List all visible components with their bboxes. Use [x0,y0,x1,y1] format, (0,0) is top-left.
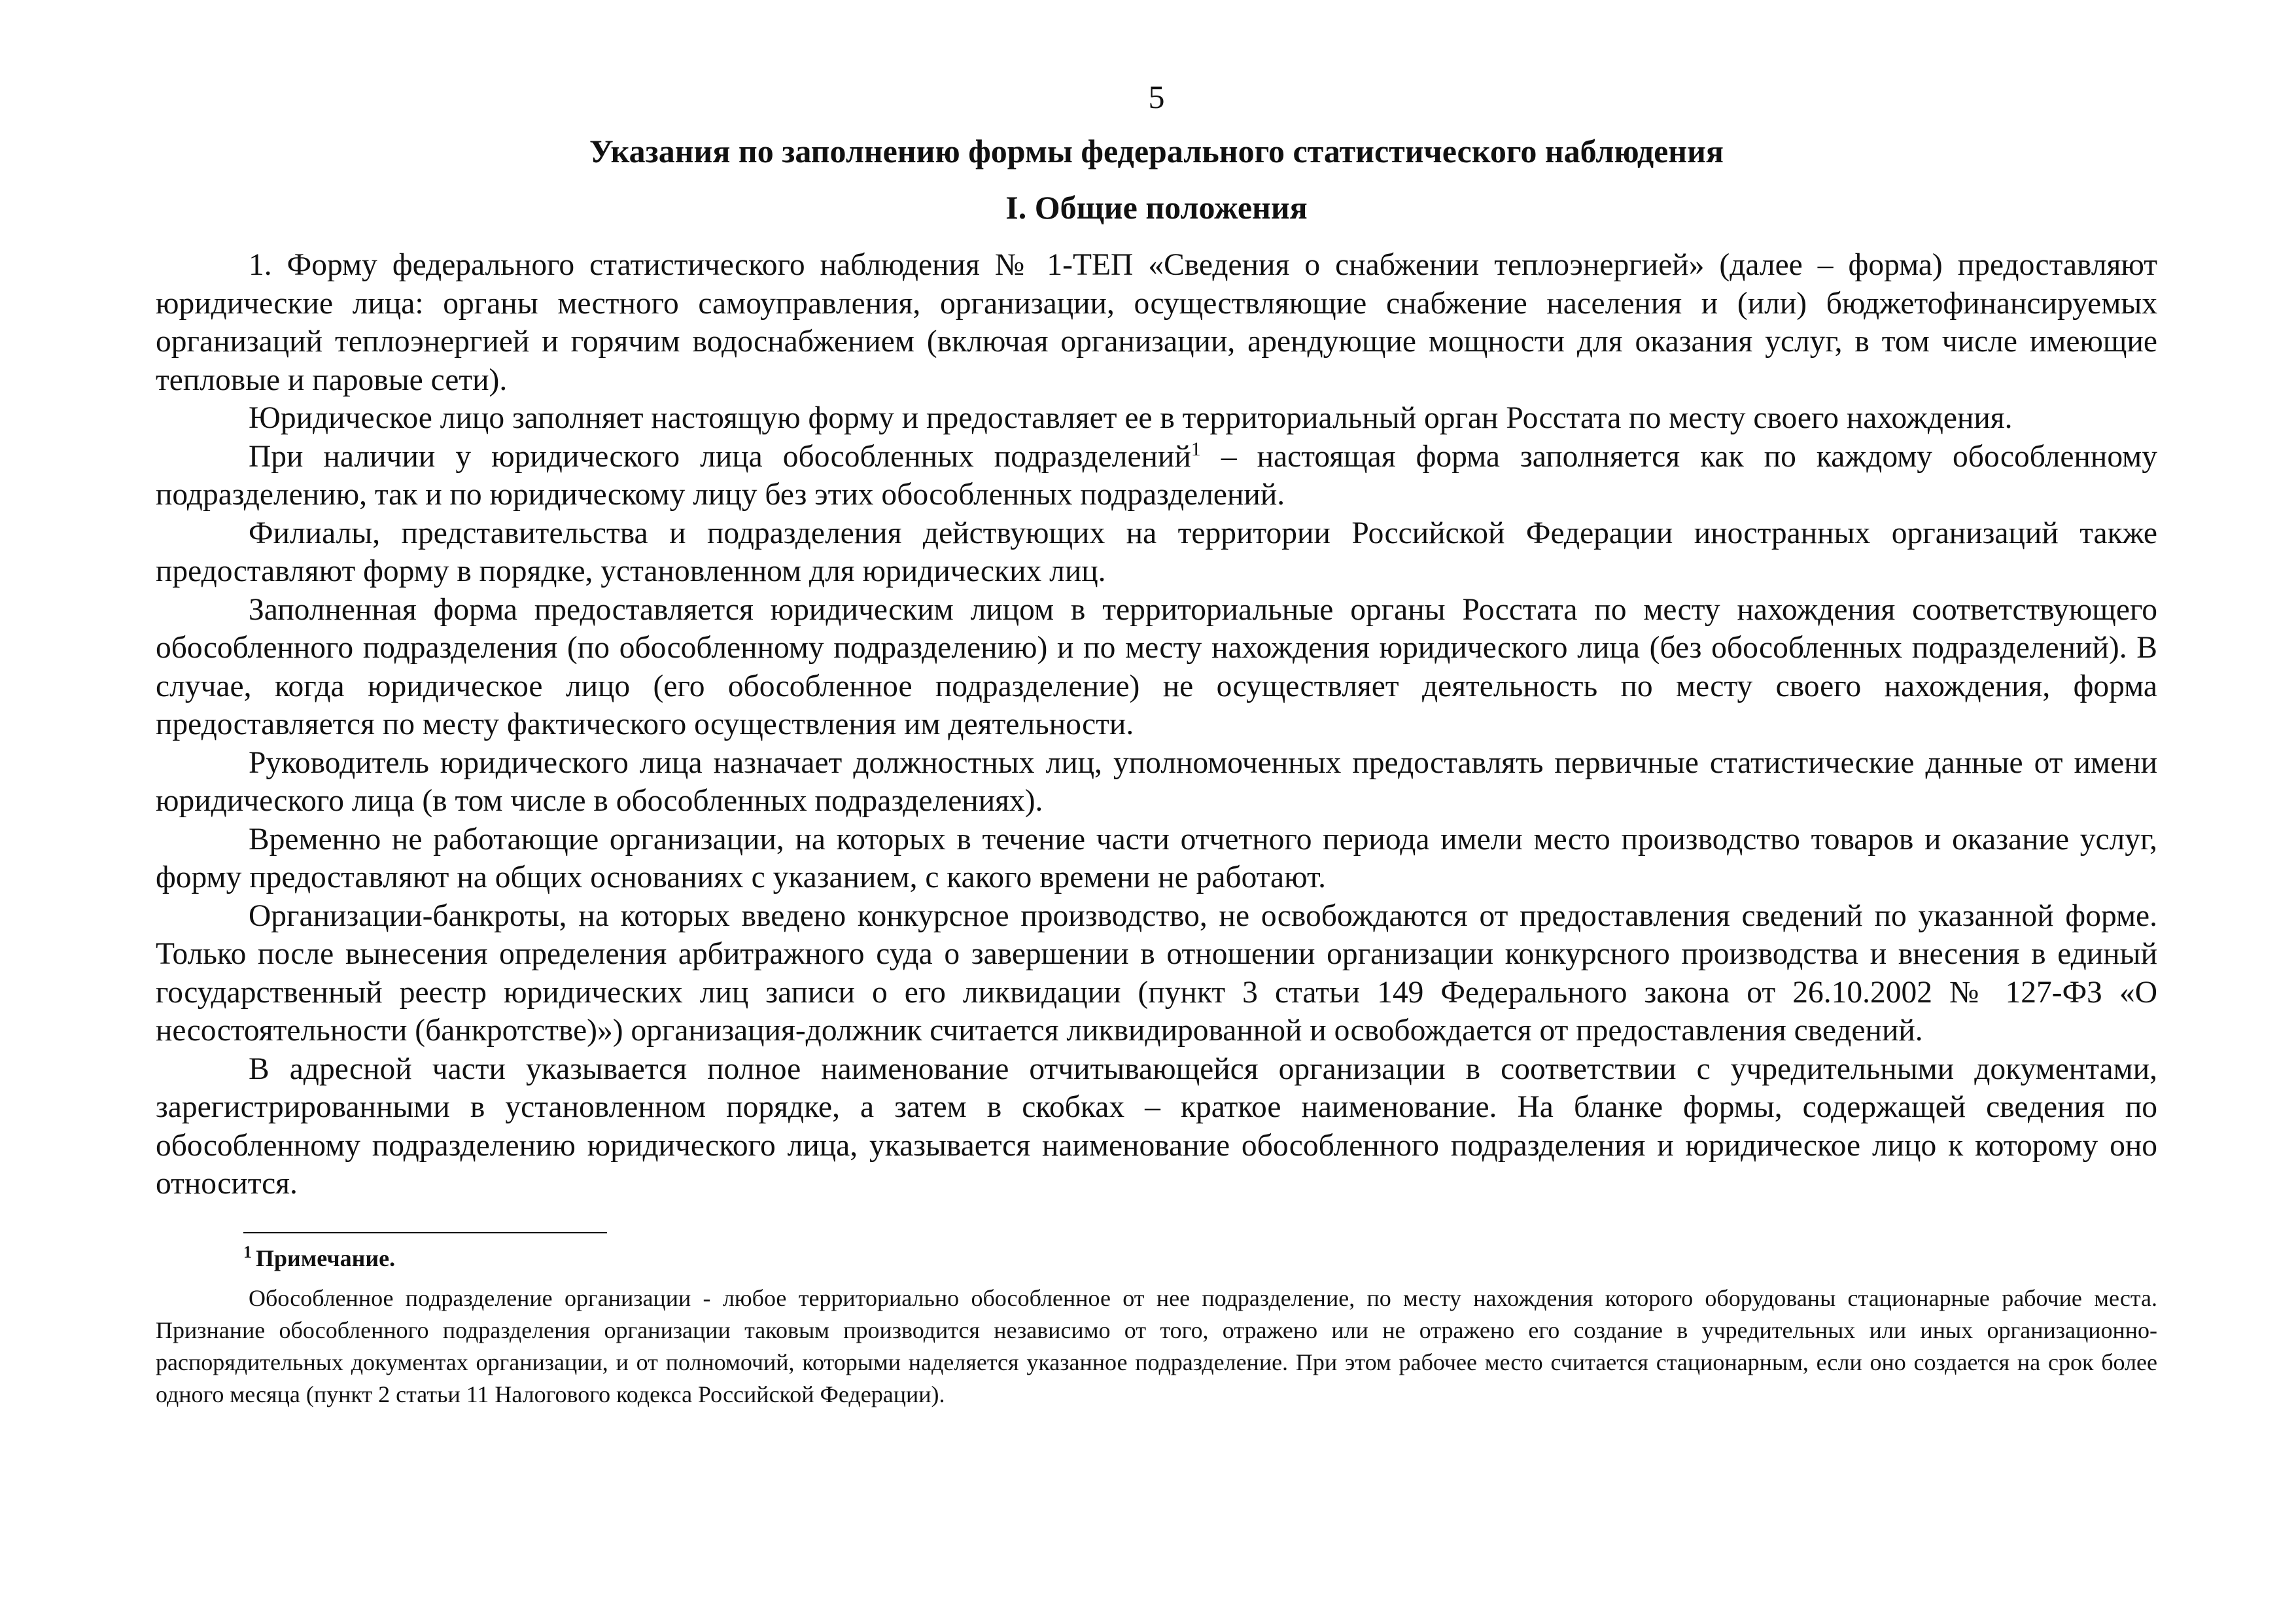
paragraph-separate-units [156,438,2157,514]
footnote-text: Обособленное подразделение организации - любое территориально обособленное от нее подразделение, по месту нахождения которого оборудованы стационарные рабочие места. Признание обособленного подразделения организации таковым производится независимо от того, отражено или не отражено его создание в учредительных или иных организационно-распорядительных документах организации, и от полномочий, которыми наделяется указанное подразделение. При этом рабочее место считается стационарным, если оно создается на срок более одного месяца (пункт 2 статьи 11 Налогового кодекса Российской Федерации). [156,1284,2157,1407]
page-number: 5 [1148,79,1165,115]
separate-units-text-start: При наличии у юридического лица обособленных подразделений [249,439,1191,474]
footnote-heading-text: Примечание. [256,1244,396,1271]
paragraph-submitters: 1. Форму федерального статистического наблюдения № 1-ТЕП «Сведения о снабжении теплоэнергией» (далее – форма) предоставляют юридические лица: органы местного самоуправления, организации, осуществляющие снабжение населения и (или) бюджетофинансируемых организаций теплоэнергией и горячим водоснабжением (включая организации, арендующие мощности для оказания услуг, в том числе имеющие тепловые и паровые сети). [156,248,2157,397]
footnote-reference: 1 [1191,438,1201,460]
footnote [156,1237,2157,1411]
paragraph-address-section: В адресной части указывается полное наименование отчитывающейся организации в соответствии с учредительными документами, зарегистрированными в установленном порядке, а затем в скобках – краткое наименование. На бланке формы, содержащей сведения по обособленному подразделению юридического лица, указывается наименование обособленного подразделения и юридическое лицо к которому оно относится. [156,1051,2157,1201]
paragraph-legal-entity: Юридическое лицо заполняет настоящую форму и предоставляет ее в территориальный орган Росстата по месту своего нахождения. [249,401,2013,435]
document-page [156,77,2157,1411]
footnote-heading [243,1237,2157,1273]
body-text [156,246,2157,1203]
paragraph-submission-place: Заполненная форма предоставляется юридическим лицом в территориальные органы Росстата по месту нахождения соответствующего обособленного подразделения (по обособленному подразделению) и по месту нахождения юридического лица (без обособленных подразделений). В случае, когда юридическое лицо (его обособленное подразделение) не осуществляет деятельность по месту своего нахождения, форма предоставляется по месту фактического осуществления им деятельности. [156,592,2157,741]
footnote-mark: 1 [243,1242,252,1262]
separate-units-text-end: – настоящая форма заполняется как по каждому обособленному подразделению, так и по юридическому лицу без этих обособленных подразделений. [156,439,2157,512]
paragraph-branches: Филиалы, представительства и подразделения действующих на территории Российской Федерации иностранных организаций также предоставляют форму в порядке, установленном для юридических лиц. [156,516,2157,588]
section-title: I. Общие положения [1005,189,1308,226]
document-title: Указания по заполнению формы федерального статистического наблюдения [589,133,1724,169]
paragraph-bankrupt-organizations: Организации-банкроты, на которых введено конкурсное производство, не освобождаются от предоставления сведений по указанной форме. Только после вынесения определения арбитражного суда о завершении в отношении организации конкурсного производства и внесения в единый государственный реестр юридических лиц записи о его ликвидации (пункт 3 статьи 149 Федерального закона от 26.10.2002 № 127-ФЗ «О несостоятельности (банкротстве)») организация-должник считается ликвидированной и освобождается от предоставления сведений. [156,898,2157,1048]
footnote-divider [243,1232,607,1233]
paragraph-responsible-officials: Руководитель юридического лица назначает должностных лиц, уполномоченных предоставлять первичные статистические данные от имени юридического лица (в том числе в обособленных подразделениях). [156,745,2157,818]
paragraph-inactive-organizations: Временно не работающие организации, на которых в течение части отчетного периода имели место производство товаров и оказание услуг, форму предоставляют на общих основаниях с указанием, с какого времени не работают. [156,822,2157,894]
